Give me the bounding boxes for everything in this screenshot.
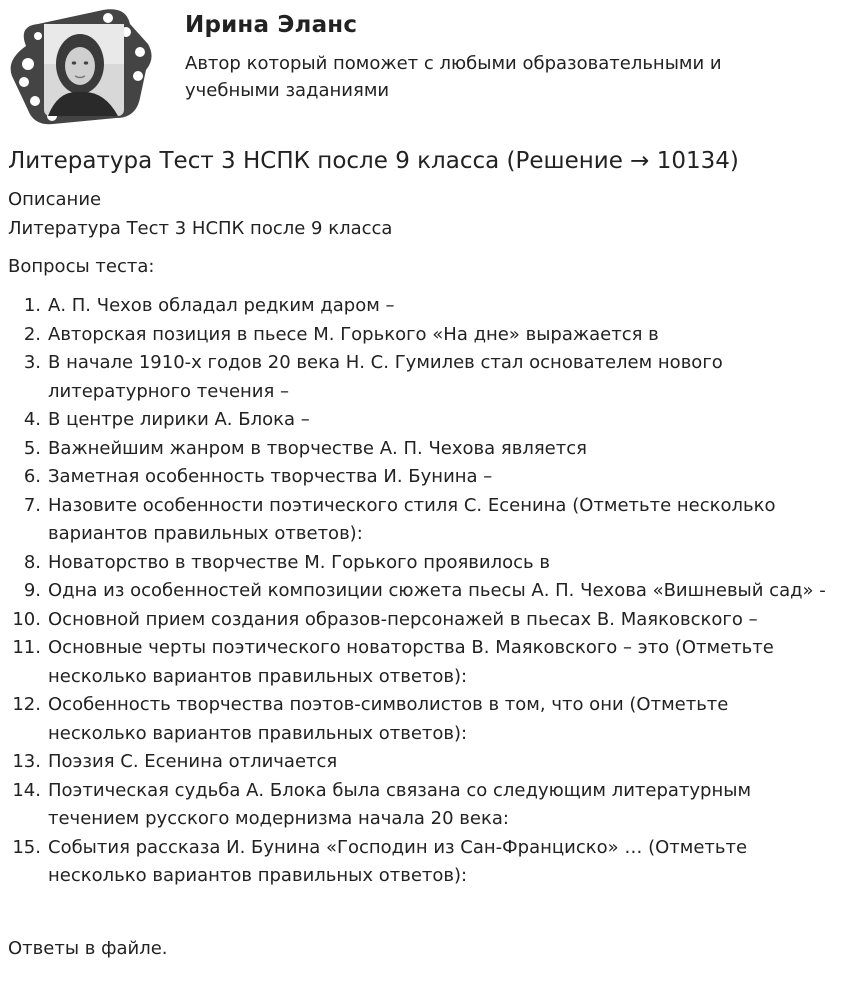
question-text: В центре лирики А. Блока – — [48, 409, 310, 430]
question-number: 12. — [12, 694, 41, 715]
question-text: Заметная особенность творчества И. Бунина – — [48, 466, 493, 487]
question-text: Назовите особенности поэтического стиля С. Есенина (Отметьте несколько вариантов правильных ответов): — [48, 494, 776, 544]
question-number: 5. — [23, 437, 41, 459]
answers-note: Ответы в файле. — [8, 938, 168, 959]
question-number: 1. — [23, 295, 41, 316]
question-item — [0, 463, 830, 492]
question-text: Важнейшим жанром в творчестве А. П. Чехова является — [48, 437, 587, 459]
question-text: Основные черты поэтического новаторства В. Маяковского – это (Отметьте несколько вариантов правильных ответов): — [48, 637, 774, 687]
question-item — [0, 406, 830, 435]
question-item — [0, 321, 830, 350]
author-name[interactable]: Ирина Эланс — [185, 12, 358, 38]
author-description: Автор который поможет с любыми образовательными и учебными заданиями — [185, 53, 722, 101]
question-number: 13. — [12, 751, 41, 772]
question-text: Особенность творчества поэтов-символистов в том, что они (Отметьте несколько вариантов правильных ответов): — [48, 694, 729, 744]
question-item — [0, 606, 830, 635]
question-number: 7. — [23, 494, 41, 516]
question-number: 9. — [23, 580, 41, 601]
question-text: Поэзия С. Есенина отличается — [48, 751, 338, 772]
question-text: В начале 1910-х годов 20 века Н. С. Гумилев стал основателем нового литературного течения – — [48, 352, 723, 402]
question-text: События рассказа И. Бунина «Господин из Сан-Франциско» … (Отметьте несколько вариантов правильных ответов): — [48, 836, 748, 886]
question-item — [0, 577, 830, 606]
question-text: Одна из особенностей композиции сюжета пьесы А. П. Чехова «Вишневый сад» - — [48, 580, 826, 601]
description-heading: Описание — [8, 189, 102, 210]
question-item — [0, 748, 830, 777]
question-text: Новаторство в творчестве М. Горького проявилось в — [48, 551, 550, 573]
question-text: Основной прием создания образов-персонажей в пьесах В. Маяковского – — [48, 608, 758, 630]
author-photo — [44, 24, 124, 116]
question-number: 2. — [23, 323, 41, 345]
question-item — [0, 435, 830, 464]
question-item — [0, 777, 830, 834]
author-avatar[interactable] — [8, 6, 153, 126]
question-text: А. П. Чехов обладал редким даром – — [48, 295, 395, 316]
page-title: Литература Тест 3 НСПК после 9 класса (Решение → 10134) — [8, 148, 739, 174]
question-number: 14. — [12, 779, 41, 801]
question-item — [0, 691, 830, 748]
question-number: 10. — [12, 608, 41, 630]
question-number: 3. — [23, 352, 41, 373]
question-number: 4. — [23, 409, 41, 430]
question-item — [0, 634, 830, 691]
question-item — [0, 834, 830, 891]
question-number: 15. — [12, 836, 41, 858]
question-number: 6. — [23, 466, 41, 487]
questions-heading: Вопросы теста: — [8, 256, 155, 277]
question-item — [0, 349, 830, 406]
question-item — [0, 549, 830, 578]
author-card — [0, 0, 847, 130]
question-item — [0, 492, 830, 549]
question-text: Поэтическая судьба А. Блока была связана со следующим литературным течением русского модернизма начала 20 века: — [48, 779, 752, 829]
question-list — [0, 292, 830, 891]
description-text: Литература Тест 3 НСПК после 9 класса — [8, 218, 393, 239]
question-number: 8. — [23, 551, 41, 573]
question-number: 11. — [12, 637, 41, 658]
question-text: Авторская позиция в пьесе М. Горького «На дне» выражается в — [48, 323, 659, 345]
question-item — [0, 292, 830, 321]
